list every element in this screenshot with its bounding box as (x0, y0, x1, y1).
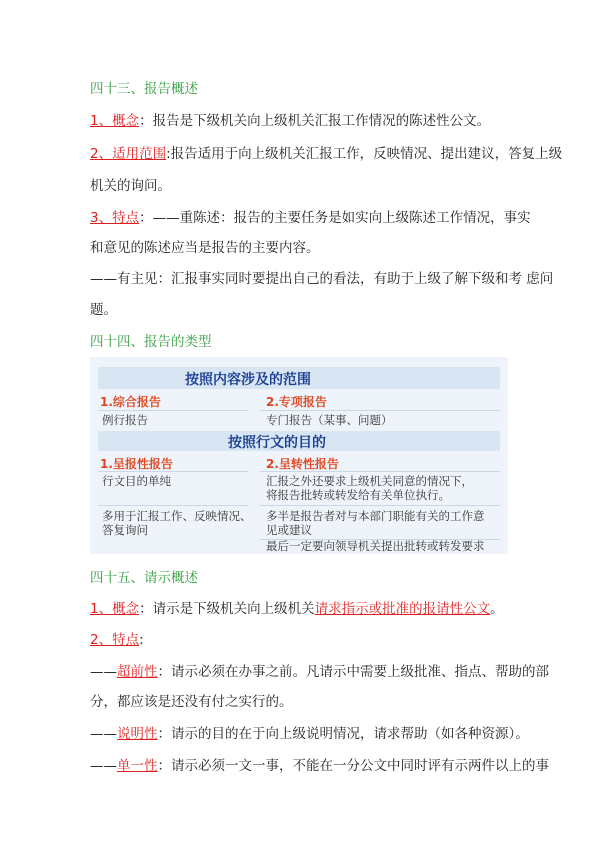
divider (98, 505, 248, 506)
concept-label: 1、概念 (90, 113, 140, 129)
section-45-title: 四十五、请示概述 (90, 570, 198, 586)
single-purpose-cell: 行文目的单纯 (102, 474, 171, 488)
feature-single-text: ：请示必须一文一事，不能在一分公文中同时评有示两件以上的事 (157, 758, 549, 774)
scope-text-cont: 机关的询问。 (90, 178, 171, 194)
report-features-line (90, 208, 531, 228)
request-concept-line (90, 599, 504, 619)
usage-cell-2: 答复询问 (102, 523, 148, 537)
request-concept-highlight: 请求指示或批准的报请性公文 (314, 601, 491, 617)
usage-cell-1: 多用于汇报工作、反映情况、 (102, 509, 252, 523)
report-scope-line (90, 144, 562, 164)
scope-label: 2、适用范围 (90, 146, 167, 162)
request-concept-label: 1、概念 (90, 601, 140, 617)
report-concept-line (90, 111, 490, 131)
forward-request-cell: 最后一定要向领导机关提出批转或转发要求 (266, 539, 485, 553)
section-44-title: 四十四、报告的类型 (90, 334, 212, 350)
features-text-4: 题。 (90, 302, 117, 318)
features-text-2: 和意见的陈述应当是报告的主要内容。 (90, 240, 320, 256)
divider (260, 410, 500, 411)
table-heading-purpose: 按照行文的目的 (228, 435, 326, 451)
request-features-line (90, 630, 144, 650)
opinion-cell-2: 见或建议 (266, 523, 312, 537)
dash: —— (90, 726, 117, 742)
features-text-3: ——有主见：汇报事实同时要提出自己的看法，有助于上级了解下级和考 虑问 (90, 271, 554, 287)
feature-explain-label: 说明性 (117, 726, 158, 742)
special-report-label: 2.专项报告 (266, 395, 327, 409)
forwarding-report-label: 2.呈转性报告 (266, 457, 339, 471)
table-heading-scope: 按照内容涉及的范围 (185, 372, 311, 388)
comprehensive-report-label: 1.综合报告 (100, 395, 161, 409)
divider (260, 505, 500, 506)
features-text: ：——重陈述：报告的主要任务是如实向上级陈述工作情况，事实 (139, 210, 531, 226)
request-features-colon: : (139, 632, 144, 648)
features-label: 3、特点 (90, 210, 140, 226)
report-types-table-image (90, 357, 508, 554)
feature-advance-text-2: 分，都应该是还没有付之实行的。 (90, 694, 293, 710)
feature-advance-text: ：请示必须在办事之前。凡请示中需要上级批准、指点、帮助的部 (157, 664, 549, 680)
divider (98, 410, 248, 411)
scope-text: :报告适用于向上级机关汇报工作，反映情况、提出建议，答复上级 (166, 146, 563, 162)
feature-single-line (90, 756, 549, 776)
request-concept-text: ：请示是下级机关向上级机关 (139, 601, 315, 617)
section-43-title: 四十三、报告概述 (90, 81, 198, 97)
approval-needed-cell-1: 汇报之外还要求上级机关同意的情况下， (266, 474, 473, 488)
dash: —— (90, 758, 117, 774)
submission-report-label: 1.呈报性报告 (100, 457, 173, 471)
divider (260, 471, 500, 472)
feature-explain-text: ：请示的目的在于向上级说明情况，请求帮助（如各种资源）。 (157, 726, 529, 742)
routine-report-cell: 例行报告 (102, 413, 148, 427)
dedicated-report-cell: 专门报告（某事、问题） (266, 413, 393, 427)
divider (98, 471, 248, 472)
approval-needed-cell-2: 将报告批转或转发给有关单位执行。 (266, 488, 450, 502)
feature-single-label: 单一性 (117, 758, 158, 774)
feature-advance-label: 超前性 (117, 664, 158, 680)
request-concept-end: 。 (490, 601, 504, 617)
dash: —— (90, 664, 117, 680)
feature-advance-line (90, 662, 549, 682)
concept-text: ：报告是下级机关向上级机关汇报工作情况的陈述性公文。 (139, 113, 491, 129)
opinion-cell-1: 多半是报告者对与本部门职能有关的工作意 (266, 509, 485, 523)
feature-explain-line (90, 724, 529, 744)
request-features-label: 2、特点 (90, 632, 140, 648)
